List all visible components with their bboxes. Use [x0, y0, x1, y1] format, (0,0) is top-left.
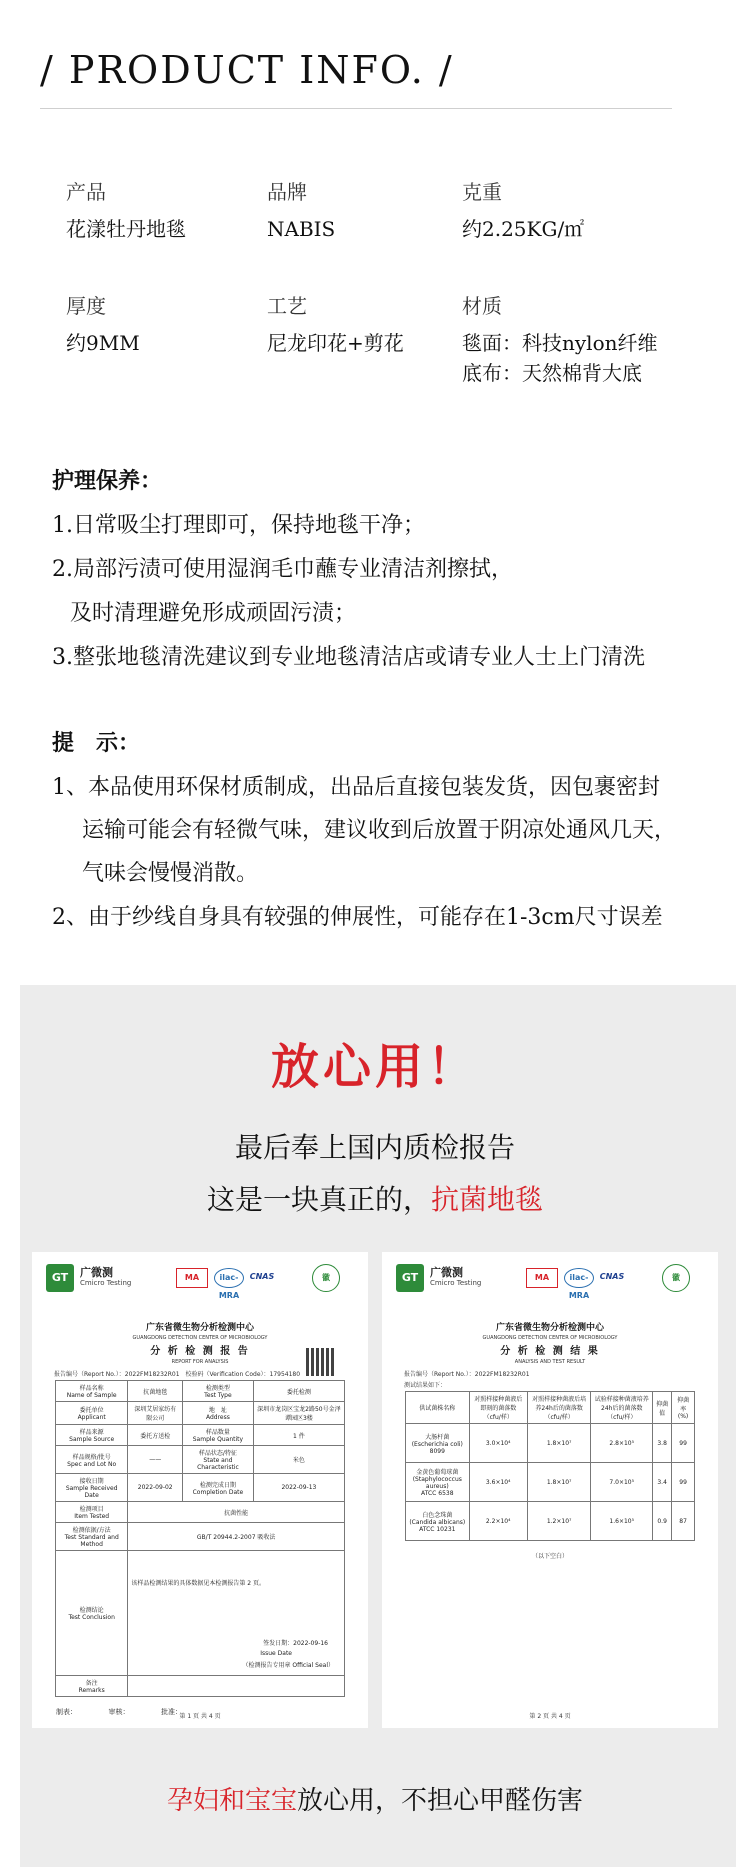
signatures: 制表： 审核： 批准： [56, 1708, 182, 1716]
table-cell: 白色念珠菌 (Candida albicans) ATCC 10231 [406, 1502, 470, 1541]
spec-label-craft: 工艺 [267, 294, 307, 318]
center-name-en: GUANGDONG DETECTION CENTER OF MICROBIOLOGY [132, 1335, 268, 1341]
reassure-line1: 最后奉上国内质检报告 [234, 1131, 515, 1164]
report-number: 报告编号（Report No.）：2022FM18232R01 校验码（Verification Code）：17954180 [54, 1371, 301, 1378]
table-cell: 委托单位 Applicant [56, 1402, 128, 1425]
result-subtitle: 测试结果如下： [404, 1382, 447, 1389]
table-row [56, 1446, 345, 1474]
center-name: 广东省微生物分析检测中心 [145, 1323, 254, 1333]
table-cell: 样品数量 Sample Quantity [183, 1425, 254, 1446]
report-header-logos [44, 1262, 356, 1306]
conclusion-text: 该样品检测结果的具体数据见本检测报告第 2 页。 [131, 1580, 265, 1587]
ilac-badge-icon: ilac-MRA [564, 1268, 594, 1288]
table-row [56, 1474, 345, 1502]
report-title-en: REPORT FOR ANALYSIS [171, 1359, 229, 1365]
table-cell: 2.8×10⁵ [591, 1424, 653, 1463]
table-cell: GB/T 20944.2-2007 吸收法 [128, 1523, 345, 1551]
table-cell: 委托方送检 [128, 1425, 183, 1446]
cnas-badge-icon: CNAS [249, 1272, 275, 1281]
issue-date: 签发日期：2022-09-16 [263, 1640, 328, 1647]
table-cell: 7.0×10⁵ [591, 1463, 653, 1502]
cnas-badge-icon: CNAS [599, 1272, 625, 1281]
table-row [56, 1523, 345, 1551]
bottom-tagline [0, 1780, 750, 1817]
page-number: 第 2 页 共 4 页 [529, 1713, 571, 1720]
report-title: 分 析 检 测 报 告 [150, 1346, 250, 1357]
table-row [406, 1463, 695, 1502]
table-cell: 1.8×10⁷ [527, 1463, 591, 1502]
spec-label-thickness: 厚度 [66, 294, 106, 318]
table-row [56, 1402, 345, 1425]
center-name: 广东省微生物分析检测中心 [495, 1323, 604, 1333]
table-cell: 大肠杆菌 (Escherichia coli) 8099 [406, 1424, 470, 1463]
table-header-cell: 对照样接种菌液后培养24h后的菌落数（cfu/样） [527, 1392, 591, 1424]
table-cell: 样品规格/批号 Spec and Lot No [56, 1446, 128, 1474]
table-cell: 1 件 [253, 1425, 344, 1446]
table-cell: 2022-09-02 [128, 1474, 183, 1502]
conclusion-cell [128, 1551, 345, 1676]
table-cell: 检测类型 Test Type [183, 1381, 254, 1402]
tips-line: 2、由于纱线自身具有较强的伸展性，可能存在1-3cm尺寸误差 [52, 905, 663, 930]
table-cell: 1.8×10⁷ [527, 1424, 591, 1463]
gt-logo-icon: GT [396, 1264, 424, 1292]
reassure-line2-prefix: 这是一块真正的， [206, 1183, 431, 1216]
table-cell: 3.0×10⁴ [469, 1424, 527, 1463]
report-header-logos [394, 1262, 706, 1306]
spec-value-product: 花漾牡丹地毯 [66, 217, 186, 241]
table-cell: 地 址 Address [183, 1402, 254, 1425]
title-divider [40, 108, 672, 109]
care-line: 2.局部污渍可使用湿润毛巾蘸专业清洁剂擦拭， [52, 557, 513, 582]
tips-line: 1、本品使用环保材质制成，出品后直接包装发货，因包裹密封 [52, 775, 660, 800]
bottom-tagline-highlight: 孕妇和宝宝 [166, 1786, 297, 1816]
spec-label-material: 材质 [462, 294, 502, 318]
tips-line: 运输可能会有轻微气味，建议收到后放置于阴凉处通风几天， [82, 818, 677, 843]
table-cell: 检测结论 Test Conclusion [56, 1551, 128, 1676]
report-number: 报告编号（Report No.）：2022FM18232R01 [404, 1371, 530, 1378]
table-cell: 检测依据/方法 Test Standard and Method [56, 1523, 128, 1551]
table-header-cell: 抑菌值 [653, 1392, 672, 1424]
table-row [56, 1502, 345, 1523]
spec-value-craft: 尼龙印花+剪花 [267, 331, 404, 355]
center-name-en: GUANGDONG DETECTION CENTER OF MICROBIOLOGY [482, 1335, 618, 1341]
spec-label-brand: 品牌 [267, 180, 307, 204]
spec-value-thickness: 约9MM [66, 331, 140, 355]
table-cell: 抗菌地毯 [128, 1381, 183, 1402]
ilac-badge-icon: ilac-MRA [214, 1268, 244, 1288]
blank-below-note: （以下空白） [531, 1553, 568, 1560]
table-cell: 1.2×10⁷ [527, 1502, 591, 1541]
table-cell: 委托检测 [253, 1381, 344, 1402]
ma-badge-icon: MA [526, 1268, 558, 1288]
seal-badge-icon: 徽 [312, 1264, 340, 1292]
table-row [56, 1425, 345, 1446]
table-cell: 样品状态/特征 State and Characteristic [183, 1446, 254, 1474]
table-header-cell: 抑菌率(%) [672, 1392, 695, 1424]
spec-label-weight: 克重 [462, 180, 502, 204]
logo-cn: 广微测 [430, 1266, 463, 1279]
spec-value-weight: 约2.25KG/㎡ [462, 217, 585, 241]
care-line: 1.日常吸尘打理即可，保持地毯干净； [52, 513, 425, 538]
gt-logo-icon: GT [46, 1264, 74, 1292]
table-cell: 金黄色葡萄球菌 (Staphylococcus aureus) ATCC 6538 [406, 1463, 470, 1502]
reassure-line2-highlight: 抗菌地毯 [431, 1183, 544, 1216]
table-cell: 接收日期 Sample Received Date [56, 1474, 128, 1502]
spec-value-material-back: 底布：天然棉背大底 [462, 361, 642, 385]
table-header-cell: 供试菌株名称 [406, 1392, 470, 1424]
table-cell: 0.9 [653, 1502, 672, 1541]
table-cell: 样品来源 Sample Source [56, 1425, 128, 1446]
logo-cn: 广微测 [80, 1266, 113, 1279]
table-cell: 备注 Remarks [56, 1676, 128, 1697]
table-cell: 深圳艾居家纺有限公司 [128, 1402, 183, 1425]
table-row [406, 1424, 695, 1463]
logo-en: Cmicro Testing [430, 1279, 482, 1287]
table-row [56, 1676, 345, 1697]
table-cell: 3.6×10⁴ [469, 1463, 527, 1502]
table-cell: 2.2×10⁴ [469, 1502, 527, 1541]
report-image-1 [32, 1252, 368, 1728]
table-cell: 抗菌性能 [128, 1502, 345, 1523]
table-cell: 米色 [253, 1446, 344, 1474]
table-cell: 2022-09-13 [253, 1474, 344, 1502]
care-title: 护理保养： [52, 468, 163, 494]
table-cell: 99 [672, 1463, 695, 1502]
table-cell: 1.6×10⁵ [591, 1502, 653, 1541]
table-cell: —— [128, 1446, 183, 1474]
tips-title: 提 示： [52, 730, 141, 756]
spec-label-product: 产品 [66, 180, 106, 204]
tips-line: 气味会慢慢消散。 [82, 861, 259, 886]
report-image-2 [382, 1252, 718, 1728]
table-cell: 检测项目 Item Tested [56, 1502, 128, 1523]
table-cell: 样品名称 Name of Sample [56, 1381, 128, 1402]
care-line: 及时清理避免形成顽固污渍； [70, 601, 357, 626]
spec-value-material-face: 毯面：科技nylon纤维 [462, 331, 658, 355]
spec-value-brand: NABIS [267, 217, 336, 241]
reassure-line2 [0, 1178, 750, 1218]
issue-date-en: Issue Date [260, 1650, 292, 1657]
bottom-tagline-rest: 放心用，不担心甲醛伤害 [297, 1786, 584, 1816]
table-cell [128, 1676, 345, 1697]
table-row [406, 1502, 695, 1541]
official-seal-note: （检测报告专用章 Official Seal） [242, 1662, 334, 1669]
table-header-cell: 试验样接种菌液培养24h后的菌落数（cfu/样） [591, 1392, 653, 1424]
seal-badge-icon: 徽 [662, 1264, 690, 1292]
reassure-title: 放心用！ [270, 1039, 479, 1095]
table-row [56, 1551, 345, 1676]
page-number: 第 1 页 共 4 页 [179, 1713, 221, 1720]
report-table [55, 1380, 345, 1697]
table-cell: 检测完成日期 Completion Date [183, 1474, 254, 1502]
result-table [405, 1391, 695, 1541]
logo-en: Cmicro Testing [80, 1279, 132, 1287]
table-cell: 87 [672, 1502, 695, 1541]
ma-badge-icon: MA [176, 1268, 208, 1288]
table-cell: 3.8 [653, 1424, 672, 1463]
table-header-row [406, 1392, 695, 1424]
care-line: 3.整张地毯清洗建议到专业地毯清洁店或请专业人士上门清洗 [52, 645, 645, 670]
table-cell: 深圳市龙岗区宝龙2路50号金泽谭园区3楼 [253, 1402, 344, 1425]
table-cell: 99 [672, 1424, 695, 1463]
result-title-en: ANALYSIS AND TEST RESULT [514, 1359, 586, 1365]
result-title: 分 析 检 测 结 果 [500, 1346, 600, 1357]
table-row [56, 1381, 345, 1402]
table-header-cell: 对照样接种菌液后即刻的菌落数（cfu/样） [469, 1392, 527, 1424]
qr-code-icon [306, 1348, 334, 1376]
page-title: / PRODUCT INFO. / [40, 48, 454, 92]
table-cell: 3.4 [653, 1463, 672, 1502]
